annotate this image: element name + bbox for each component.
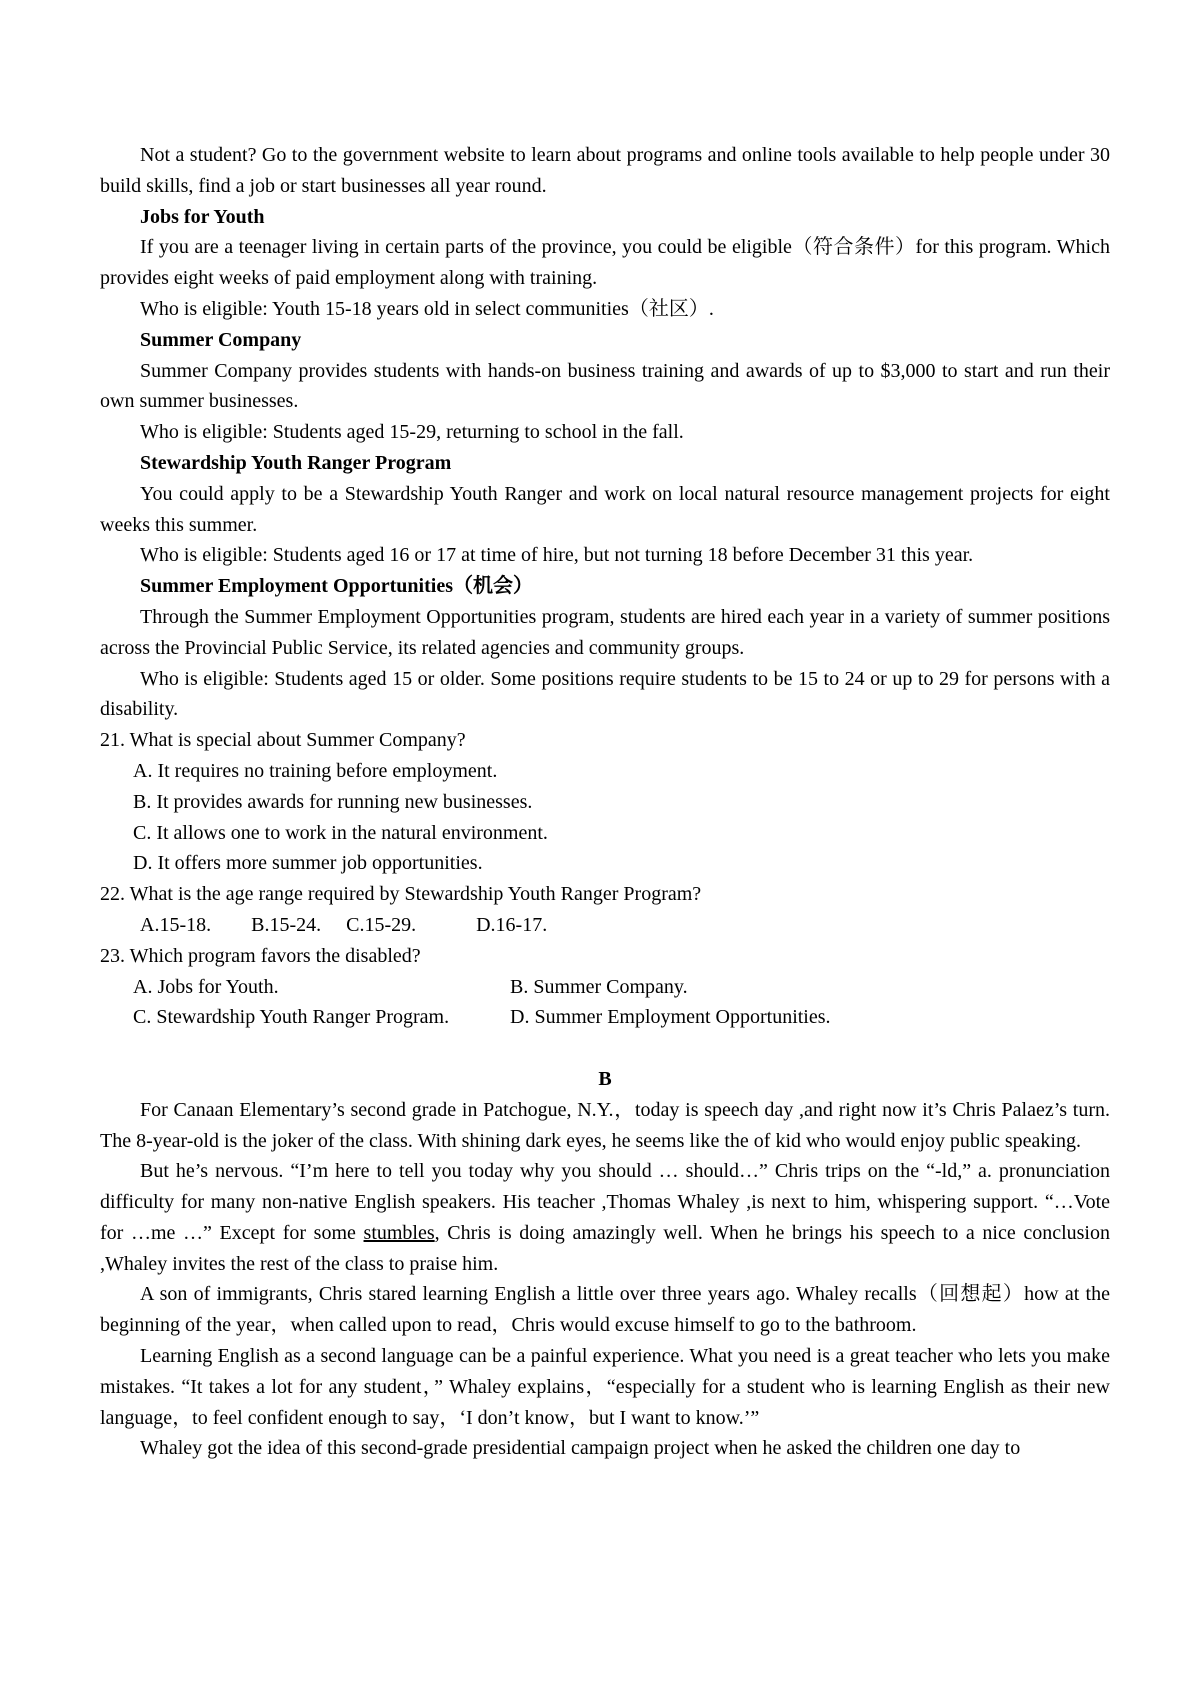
question-21-option-b: B. It provides awards for running new businesses. [133, 790, 533, 813]
heading-stewardship-youth-ranger-program: Stewardship Youth Ranger Program [140, 451, 452, 474]
stewardship-description: You could apply to be a Stewardship Youth Ranger and work on local natural resource management projects for eight weeks this summer. [100, 482, 1110, 536]
heading-jobs-for-youth: Jobs for Youth [140, 205, 265, 228]
question-22-options: A.15-18. B.15-24. C.15-29. D.16-17. [140, 913, 548, 936]
document-body [100, 140, 1110, 1464]
question-23-options-cd [100, 1002, 1110, 1033]
text-segment: , Chris is doing amazingly well. When he brings his speech to a nice conclusion ,Whaley invites the rest of the class to praise him. [100, 1221, 1110, 1275]
question-22: 22. What is the age range required by Stewardship Youth Ranger Program? [100, 883, 702, 906]
underlined-word: stumbles [363, 1221, 435, 1244]
stewardship-eligibility: Who is eligible: Students aged 16 or 17 at time of hire, but not turning 18 before December 31 this year. [140, 544, 974, 567]
heading-summer-employment-opportunities: Summer Employment Opportunities（机会） [140, 575, 533, 598]
passage-b-paragraph-5: Whaley got the idea of this second-grade presidential campaign project when he asked the children one day to [140, 1437, 1021, 1460]
intro-paragraph: Not a student? Go to the government website to learn about programs and online tools available to help people under 30 build skills, find a job or start businesses all year round. [100, 144, 1110, 197]
seo-eligibility: Who is eligible: Students aged 15 or older. Some positions require students to be 15 to 24 or up to 29 for persons with a disability. [100, 667, 1110, 721]
question-23-options-cd-left: C. Stewardship Youth Ranger Program. [133, 1006, 450, 1029]
question-23: 23. Which program favors the disabled? [100, 944, 421, 967]
question-21-option-a: A. It requires no training before employment. [133, 759, 498, 782]
question-23-options-ab-right: B. Summer Company. [510, 975, 688, 998]
summer-company-description: Summer Company provides students with hands-on business training and awards of up to $3,000 to start and run their own summer businesses. [100, 359, 1110, 413]
text-segment: But he’s nervous. “I’m here to tell you today why you should … should…” Chris trips on the “-ld,” a. pronunciation difficulty for many non-native English speakers. His teacher ,Thomas Whaley ,is next to him, whispering support. “…Vote for …me …” Except for some [100, 1160, 1110, 1244]
jobs-for-youth-description: If you are a teenager living in certain parts of the province, you could be eligible（符合条件）for this program. Which provides eight weeks of paid employment along with training. [100, 236, 1110, 290]
question-23-options-ab [100, 972, 1110, 1003]
heading-summer-company: Summer Company [140, 328, 302, 351]
passage-b-paragraph-3: A son of immigrants, Chris stared learning English a little over three years ago. Whaley recalls（回想起）how at the beginning of the year，when called upon to read，Chris would excuse himself to go to the bathroom. [100, 1283, 1110, 1337]
question-21-option-c: C. It allows one to work in the natural environment. [133, 821, 548, 844]
summer-company-eligibility: Who is eligible: Students aged 15-29, returning to school in the fall. [140, 421, 684, 444]
seo-description: Through the Summer Employment Opportunities program, students are hired each year in a variety of summer positions across the Provincial Public Service, its related agencies and community groups. [100, 605, 1110, 659]
passage-b-paragraph-1: For Canaan Elementary’s second grade in Patchogue, N.Y.，today is speech day ,and right now it’s Chris Palaez’s turn. The 8-year-old is the joker of the class. With shining dark eyes, he seems like the of kid who would enjoy public speaking. [100, 1098, 1110, 1152]
question-23-options-ab-left: A. Jobs for Youth. [133, 975, 279, 998]
passage-b-paragraph-4: Learning English as a second language can be a painful experience. What you need is a great teacher who lets you make mistakes. “It takes a lot for any student，” Whaley explains，“especially for a student who is learning English as their new language，to feel confident enough to say，‘I don’t know，but I want to know.’” [100, 1345, 1110, 1429]
passage-b-paragraph-2 [100, 1156, 1110, 1279]
blank-line [100, 1033, 1110, 1064]
question-21: 21. What is special about Summer Company? [100, 729, 466, 752]
jobs-for-youth-eligibility: Who is eligible: Youth 15-18 years old in select communities（社区）. [140, 297, 714, 320]
section-b-title: B [598, 1067, 612, 1090]
question-21-option-d: D. It offers more summer job opportunities. [133, 852, 483, 875]
question-23-options-cd-right: D. Summer Employment Opportunities. [510, 1006, 831, 1029]
